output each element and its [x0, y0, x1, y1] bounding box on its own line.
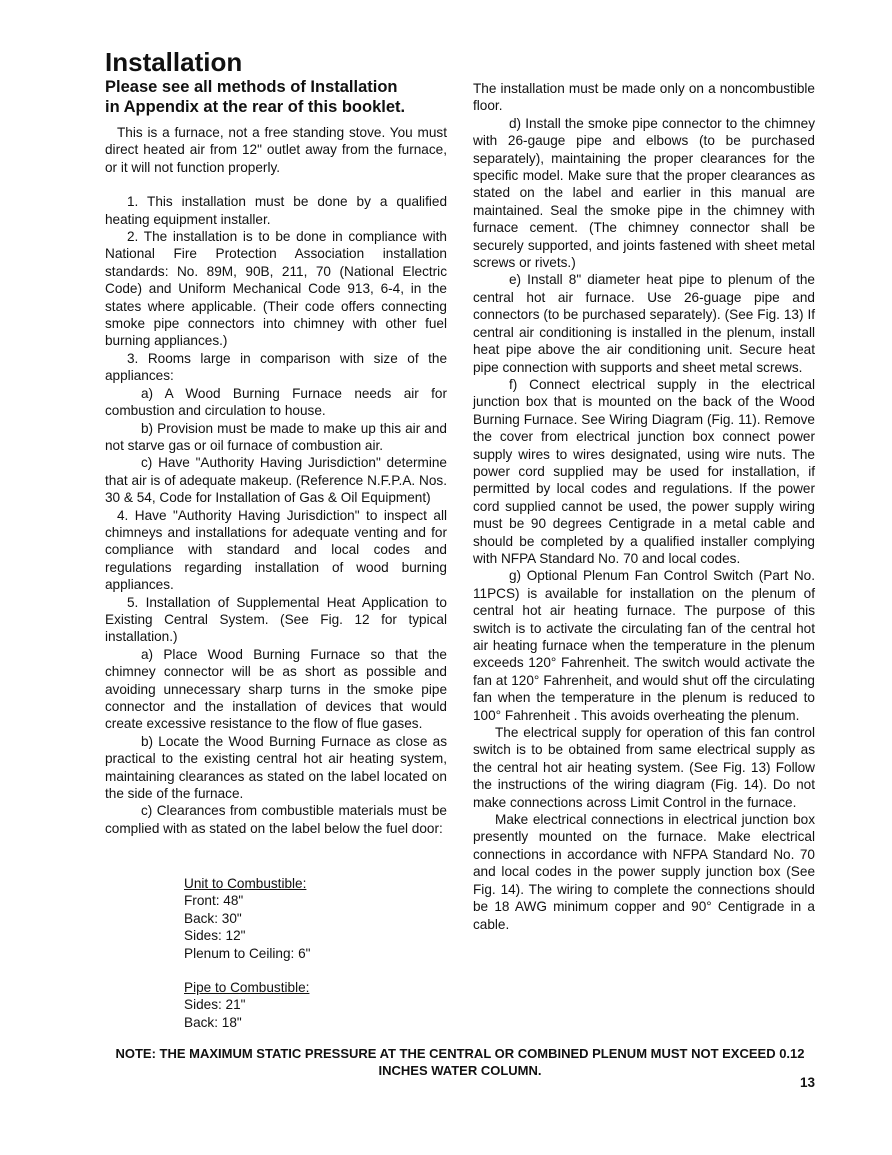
intro-paragraph: This is a furnace, not a free standing stove. You must direct heated air from 12" outlet away from the furnace, or it will not function properly.	[105, 125, 447, 175]
pipe-sides-clearance: Sides: 21"	[184, 997, 246, 1013]
step-5b-paragraph: b) Locate the Wood Burning Furnace as close as practical to the existing central hot air heating system, maintaining clearances as stated on the label located on the side of the furnace.	[105, 733, 447, 802]
electrical-supply-paragraph: The electrical supply for operation of this fan control switch is to be obtained from same electrical supply as the central hot air heating system. (See Fig. 13) Follow the instructions of the wiring diagram (Fig. 14). Do not make connections across Limit Control in the furnace.	[473, 725, 815, 810]
page-number: 13	[799, 1075, 815, 1090]
step-3-paragraph: 3. Rooms large in comparison with size of the appliances:	[105, 350, 447, 384]
plenum-clearance: Plenum to Ceiling: 6"	[184, 945, 311, 961]
step-5c-paragraph: c) Clearances from combustible materials must be complied with as stated on the label below the fuel door:	[105, 803, 447, 836]
step-1-paragraph: 1. This installation must be done by a qualified heating equipment installer.	[105, 194, 447, 227]
unit-clearance-heading: Unit to Combustible:	[184, 876, 307, 891]
step-5f-paragraph: f) Connect electrical supply in the electrical junction box that is mounted on the back of the Wood Burning Furnace. See Wiring Diagram (Fig. 11). Remove the cover from electrical junction box connect power supply wires to wires designated, using wire nuts. The power cord supplied may be used for installation, if permitted by local codes and regulations. If the power cord supplied cannot be used, the power supply wiring must be 90 degrees Centigrade in a metal cable and should be completed by a qualified installer complying with NFPA Standard No. 70 and local codes.	[473, 376, 815, 566]
static-pressure-note: NOTE: THE MAXIMUM STATIC PRESSURE AT THE CENTRAL OR COMBINED PLENUM MUST NOT EXCEED 0.12 INCHES WATER COLUMN.	[115, 1046, 805, 1078]
step-5-paragraph: 5. Installation of Supplemental Heat Application to Existing Central System. (See Fig. 12 for typical installation.)	[105, 594, 447, 645]
page-title: Installation	[105, 47, 243, 77]
step-5g-paragraph: g) Optional Plenum Fan Control Switch (Part No. 11PCS) is available for installation on the plenum of central hot air heating furnace. The purpose of this switch is to activate the circulating fan of the central hot air heating furnace when the temperature in the plenum exceeds 120° Fahrenheit. The switch would activate the fan at 120° Fahrenheit, and would shut off the circulating fan when the temperature in the plenum is reduced to 100° Fahrenheit . This avoids overheating the plenum.	[473, 568, 815, 723]
step-3c-paragraph: c) Have "Authority Having Jurisdiction" determine that air is of adequate makeup. (Reference N.F.P.A. Nos. 30 & 54, Code for Installation of Gas & Oil Equipment)	[105, 455, 447, 506]
right-column	[473, 80, 815, 933]
step-5a-paragraph: a) Place Wood Burning Furnace so that the chimney connector will be as short as possible and avoiding unnecessary sharp turns in the smoke pipe connector and the installation of devices that would create excessive resistance to the flow of flue gases.	[105, 646, 447, 732]
step-3a-paragraph: a) A Wood Burning Furnace needs air for combustion and circulation to house.	[105, 385, 447, 419]
left-column	[105, 124, 447, 837]
subtitle-line-1: Please see all methods of Installation	[105, 78, 398, 96]
step-4-paragraph: 4. Have "Authority Having Jurisdiction" to inspect all chimneys and installations for adequate venting and for compliance with standard and local codes and regulations regarding installation of wood burning appliances.	[105, 507, 447, 593]
back-clearance: Back: 30"	[184, 910, 242, 926]
step-5d-paragraph: d) Install the smoke pipe connector to the chimney with 26-gauge pipe and elbows (to be purchased separately), maintaining the proper clearances for the specific model. Make sure that the proper clearances as stated on the label and earlier in this manual are maintained. Seal the smoke pipe in the chimney with furnace cement. (The chimney connector shall be securely supported, and joints fastened with sheet metal screws or rivets.)	[473, 115, 815, 271]
pipe-clearance-heading: Pipe to Combustible:	[184, 980, 310, 996]
step-5e-paragraph: e) Install 8" diameter heat pipe to plenum of the central hot air furnace. Use 26-guage pipe and connectors (to be purchased separately). (See Fig. 13) If central air conditioning is installed in the plenum, install heat pipe above the air conditioning unit. Secure heat pipe connection with supports and sheet metal screws.	[473, 272, 815, 375]
front-clearance: Front: 48"	[184, 893, 244, 909]
subtitle	[105, 77, 435, 117]
pipe-back-clearance: Back: 18"	[184, 1014, 242, 1030]
electrical-connections-paragraph: Make electrical connections in electrical junction box presently mounted on the furnace. Make electrical connections in accordance with NFPA Standard No. 70 and local codes in the power supply junction box (See Fig. 14). The wiring to complete the connections should be 18 AWG minimum copper and 90° Centigrade in a cable.	[473, 812, 815, 932]
step-2-paragraph: 2. The installation is to be done in compliance with National Fire Protection Association installation standards: No. 89M, 90B, 211, 70 (National Electric Code) and Uniform Mechanical Code 913, 6-4, in the states where applicable. (Their code offers connecting smoke pipe connectors into chimney with other fuel burning appliances.)	[105, 229, 447, 349]
subtitle-line-2: in Appendix at the rear of this booklet.	[105, 98, 406, 116]
step-3b-paragraph: b) Provision must be made to make up this air and not starve gas or oil furnace of combustion air.	[105, 420, 447, 453]
continuation-paragraph: The installation must be made only on a noncombustible floor.	[473, 81, 815, 114]
clearances-list	[184, 875, 310, 1031]
sides-clearance: Sides: 12"	[184, 928, 246, 944]
